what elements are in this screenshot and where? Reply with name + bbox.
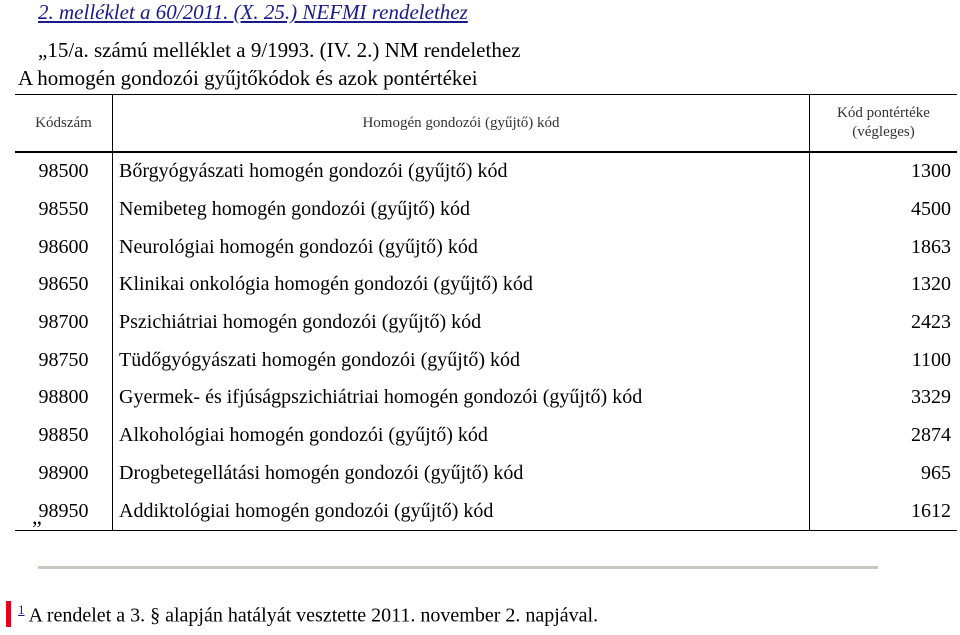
annex-subtitle: „15/a. számú melléklet a 9/1993. (IV. 2.) NM rendelethez (38, 38, 521, 62)
row-code-cell: 98650 (38, 273, 89, 296)
row-name-cell: Drogbetegellátási homogén gondozói (gyűjtő) kód (113, 455, 810, 493)
table-row (15, 417, 957, 455)
row-code-cell: 98950 (15, 492, 113, 530)
footnote-text: A rendelet a 3. § alapján hatályát vesztette 2011. november 2. napjával. (28, 604, 599, 627)
footnote-divider (38, 566, 878, 569)
row-points-cell: 965 (921, 461, 951, 484)
column-header-points (810, 95, 958, 153)
table-row (15, 492, 957, 530)
row-name-cell: Pszichiátriai homogén gondozói (gyűjtő) kód (113, 304, 810, 342)
row-points-cell: 1320 (911, 273, 951, 296)
row-code-cell: 98800 (38, 386, 89, 409)
row-points-cell: 1100 (911, 348, 951, 371)
row-code-cell: 98500 (38, 160, 89, 183)
row-code-cell: 98850 (38, 424, 89, 447)
row-code-cell: 98900 (38, 461, 89, 484)
table-row (15, 191, 957, 229)
page-title: A homogén gondozói gyűjtőkódok és azok pontértékei (18, 66, 478, 90)
column-header-name: Homogén gondozói (gyűjtő) kód (113, 95, 810, 153)
row-points-cell: 2423 (911, 311, 951, 334)
row-points-cell: 1612 (810, 492, 958, 530)
row-name-cell: Nemibeteg homogén gondozói (gyűjtő) kód (113, 191, 810, 229)
row-name-cell: Addiktológiai homogén gondozói (gyűjtő) kód (113, 492, 810, 530)
row-name-cell: Bőrgyógyászati homogén gondozói (gyűjtő) kód (113, 152, 810, 191)
row-name-cell: Gyermek- és ifjúságpszichiátriai homogén gondozói (gyűjtő) kód (113, 379, 810, 417)
footnote-marker-link[interactable]: 1 (18, 602, 25, 617)
row-name-cell: Alkohológiai homogén gondozói (gyűjtő) kód (113, 417, 810, 455)
table-row (15, 455, 957, 493)
row-code-cell: 98750 (38, 348, 89, 371)
table-row (15, 228, 957, 266)
column-header-points-line1: Kód pontértéke (837, 105, 930, 121)
codes-table (15, 94, 957, 531)
row-points-cell: 1863 (911, 235, 951, 258)
table-row (15, 304, 957, 342)
table-row (15, 266, 957, 304)
row-name-cell: Klinikai onkológia homogén gondozói (gyűjtő) kód (113, 266, 810, 304)
annex-reference-link[interactable]: 2. melléklet a 60/2011. (X. 25.) NEFMI rendelethez (38, 0, 468, 24)
row-points-cell: 3329 (911, 386, 951, 409)
column-header-code: Kódszám (15, 95, 113, 153)
row-code-cell: 98550 (38, 198, 89, 221)
row-points-cell: 4500 (911, 198, 951, 221)
row-code-cell: 98600 (38, 235, 89, 258)
table-row (15, 379, 957, 417)
table-row (15, 341, 957, 379)
closing-quote: ” (32, 516, 42, 541)
row-points-cell: 2874 (911, 424, 951, 447)
row-name-cell: Tüdőgyógyászati homogén gondozói (gyűjtő) kód (113, 341, 810, 379)
row-code-cell: 98700 (38, 311, 89, 334)
table-row (15, 152, 957, 191)
row-points-cell: 1300 (911, 160, 951, 183)
column-header-points-line2: (végleges) (852, 124, 915, 140)
change-marker-bar (6, 601, 11, 627)
table-header-row (15, 95, 957, 153)
row-name-cell: Neurológiai homogén gondozói (gyűjtő) kód (113, 228, 810, 266)
footnote (18, 602, 598, 628)
